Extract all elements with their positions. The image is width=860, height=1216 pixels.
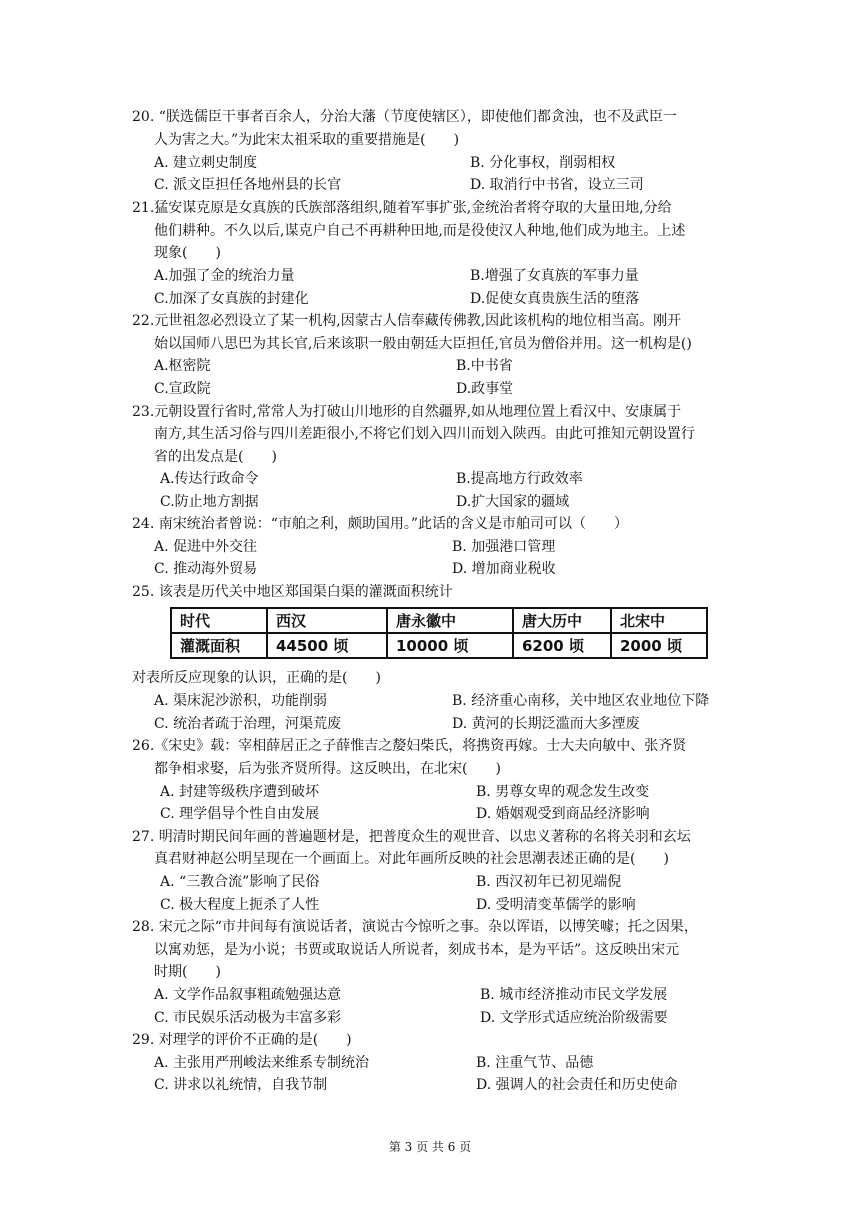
q28-option-b: B. 城市经济推动市民文学发展: [480, 987, 668, 1003]
q26-option-a: A. 封建等级秩序遭到破坏: [160, 784, 320, 800]
q25-option-b: B. 经济重心南移，关中地区农业地位下降: [452, 693, 710, 709]
q29-option-d: D. 强调人的社会责任和历史使命: [476, 1077, 678, 1093]
q27-option-d: D. 受明清变革儒学的影响: [476, 897, 636, 913]
q25-line-1: 25. 该表是历代关中地区郑国渠白渠的灌溉面积统计: [132, 584, 453, 600]
q21-option-a: A.加强了金的统治力量: [154, 268, 295, 284]
q21-option-c: C.加深了女真族的封建化: [154, 291, 309, 307]
table-cell: 北宋中: [611, 608, 707, 633]
q24-line-1: 24. 南宋统治者曾说：“市舶之利，颇助国用。”此话的含义是市舶司可以（ ）: [132, 516, 629, 532]
q23-option-c: C.防止地方割据: [160, 494, 259, 510]
q23-option-a: A.传达行政命令: [160, 471, 259, 487]
q24-option-d: D. 增加商业税收: [452, 561, 556, 577]
q24-option-b: B. 加强港口管理: [452, 539, 556, 555]
q26-line-1: 26.《宋史》载：宰相薛居正之子薛惟吉之嫠妇柴氏，将携资再嫁。士大夫向敏中、张齐贤: [132, 738, 687, 754]
table-cell: 唐大历中: [513, 608, 611, 633]
q22-line-1: 22.元世祖忽必烈设立了某一机构,因蒙古人信奉藏传佛教,因此该机构的地位相当高。刚开: [132, 313, 682, 329]
table-cell: 西汉: [267, 608, 387, 633]
q21-option-b: B.增强了女真族的军事力量: [470, 268, 639, 284]
q24-option-c: C. 推动海外贸易: [154, 561, 258, 577]
q20-option-a: A. 建立刺史制度: [154, 155, 258, 171]
table-cell: 灌溉面积: [171, 633, 267, 658]
q28-option-c: C. 市民娱乐活动极为丰富多彩: [154, 1010, 342, 1026]
q23-line-1: 23.元朝设置行省时,常常人为打破山川地形的自然疆界,如从地理位置上看汉中、安康属于: [132, 404, 682, 420]
q28-option-d: D. 文学形式适应统治阶级需要: [480, 1010, 668, 1026]
q29-line-1: 29. 对理学的评价不正确的是( ): [132, 1032, 352, 1048]
table-row: [171, 633, 707, 658]
q28-line-3: 时期( ): [154, 964, 221, 980]
q27-option-b: B. 西汉初年已初见端倪: [476, 874, 622, 890]
q25-option-a: A. 渠床泥沙淤积，功能削弱: [154, 693, 328, 709]
q26-option-c: C. 理学倡导个性自由发展: [160, 806, 320, 822]
q21-line-2: 他们耕种。不久以后,谋克户自己不再耕种田地,而是役使汉人种地,他们成为地主。上述: [154, 223, 686, 239]
q20-option-b: B. 分化事权，削弱相权: [470, 155, 616, 171]
q21-option-d: D.促使女真贵族生活的堕落: [470, 291, 640, 307]
q20-option-c: C. 派文臣担任各地州县的长官: [154, 177, 342, 193]
table-cell: 10000 顷: [387, 633, 513, 658]
q27-line-2: 真君财神赵公明呈现在一个画面上。对此年画所反映的社会思潮表述正确的是( ): [154, 851, 669, 867]
table-cell: 唐永徽中: [387, 608, 513, 633]
q20-line-1: 20. “朕选儒臣干事者百余人，分治大藩（节度使辖区），即使他们都贪浊，也不及武臣一: [132, 109, 677, 125]
q20-option-d: D. 取消行中书省，设立三司: [470, 177, 644, 193]
q23-option-d: D.扩大国家的疆域: [456, 494, 570, 510]
q23-line-2: 南方,其生活习俗与四川差距很小,不将它们划入四川而划入陕西。由此可推知元朝设置行: [154, 426, 695, 442]
q23-line-3: 省的出发点是( ): [154, 449, 277, 465]
q26-line-2: 都争相求娶，后为张齐贤所得。这反映出，在北宋( ): [154, 761, 501, 777]
table-cell: 44500 顷: [267, 633, 387, 658]
q21-line-3: 现象( ): [154, 245, 221, 261]
table-cell: 2000 顷: [611, 633, 707, 658]
q28-option-a: A. 文学作品叙事粗疏勉强达意: [154, 987, 342, 1003]
q22-option-d: D.政事堂: [456, 381, 514, 397]
q22-option-b: B.中书省: [456, 358, 513, 374]
q26-option-b: B. 男尊女卑的观念发生改变: [476, 784, 650, 800]
q28-line-2: 以寓劝惩，是为小说；书贾或取说话人所说者，刻成书本，是为平话”。这反映出宋元: [154, 942, 680, 958]
q27-option-a: A. “三教合流”影响了民俗: [160, 874, 320, 890]
q29-option-c: C. 讲求以礼统情，自我节制: [154, 1077, 328, 1093]
q27-option-c: C. 极大程度上扼杀了人性: [160, 897, 320, 913]
q25-option-c: C. 统治者疏于治理，河渠荒废: [154, 716, 342, 732]
q23-option-b: B.提高地方行政效率: [456, 471, 583, 487]
irrigation-table: [170, 607, 708, 659]
page-footer: 第 3 页 共 6 页: [388, 1140, 472, 1154]
q29-option-b: B. 注重气节、品德: [476, 1055, 594, 1071]
q21-line-1: 21.猛安谋克原是女真族的氏族部落组织,随着军事扩张,金统治者将夺取的大量田地,分给: [132, 200, 672, 216]
table-header-row: [171, 608, 707, 633]
q22-option-a: A.枢密院: [154, 358, 211, 374]
table-cell: 6200 顷: [513, 633, 611, 658]
q25-option-d: D. 黄河的长期泛滥而大多湮废: [452, 716, 640, 732]
q26-option-d: D. 婚姻观受到商品经济影响: [476, 806, 650, 822]
table-cell: 时代: [171, 608, 267, 633]
q22-line-2: 始以国师八思巴为其长官,后来该职一般由朝廷大臣担任,官员为僧俗并用。这一机构是(): [154, 336, 692, 352]
q20-line-2: 人为害之大。”为此宋太祖采取的重要措施是( ): [154, 132, 460, 148]
q29-option-a: A. 主张用严刑峻法来维系专制统治: [154, 1055, 370, 1071]
q22-option-c: C.宣政院: [154, 381, 211, 397]
q24-option-a: A. 促进中外交往: [154, 539, 258, 555]
q28-line-1: 28. 宋元之际“市井间每有演说话者，演说古今惊听之事。杂以诨语，以博笑噱；托之因果，: [132, 919, 698, 935]
q25-line-2: 对表所反应现象的认识，正确的是( ): [132, 670, 381, 686]
q27-line-1: 27. 明清时期民间年画的普遍题材是，把普度众生的观世音、以忠义著称的名将关羽和玄坛: [132, 829, 691, 845]
